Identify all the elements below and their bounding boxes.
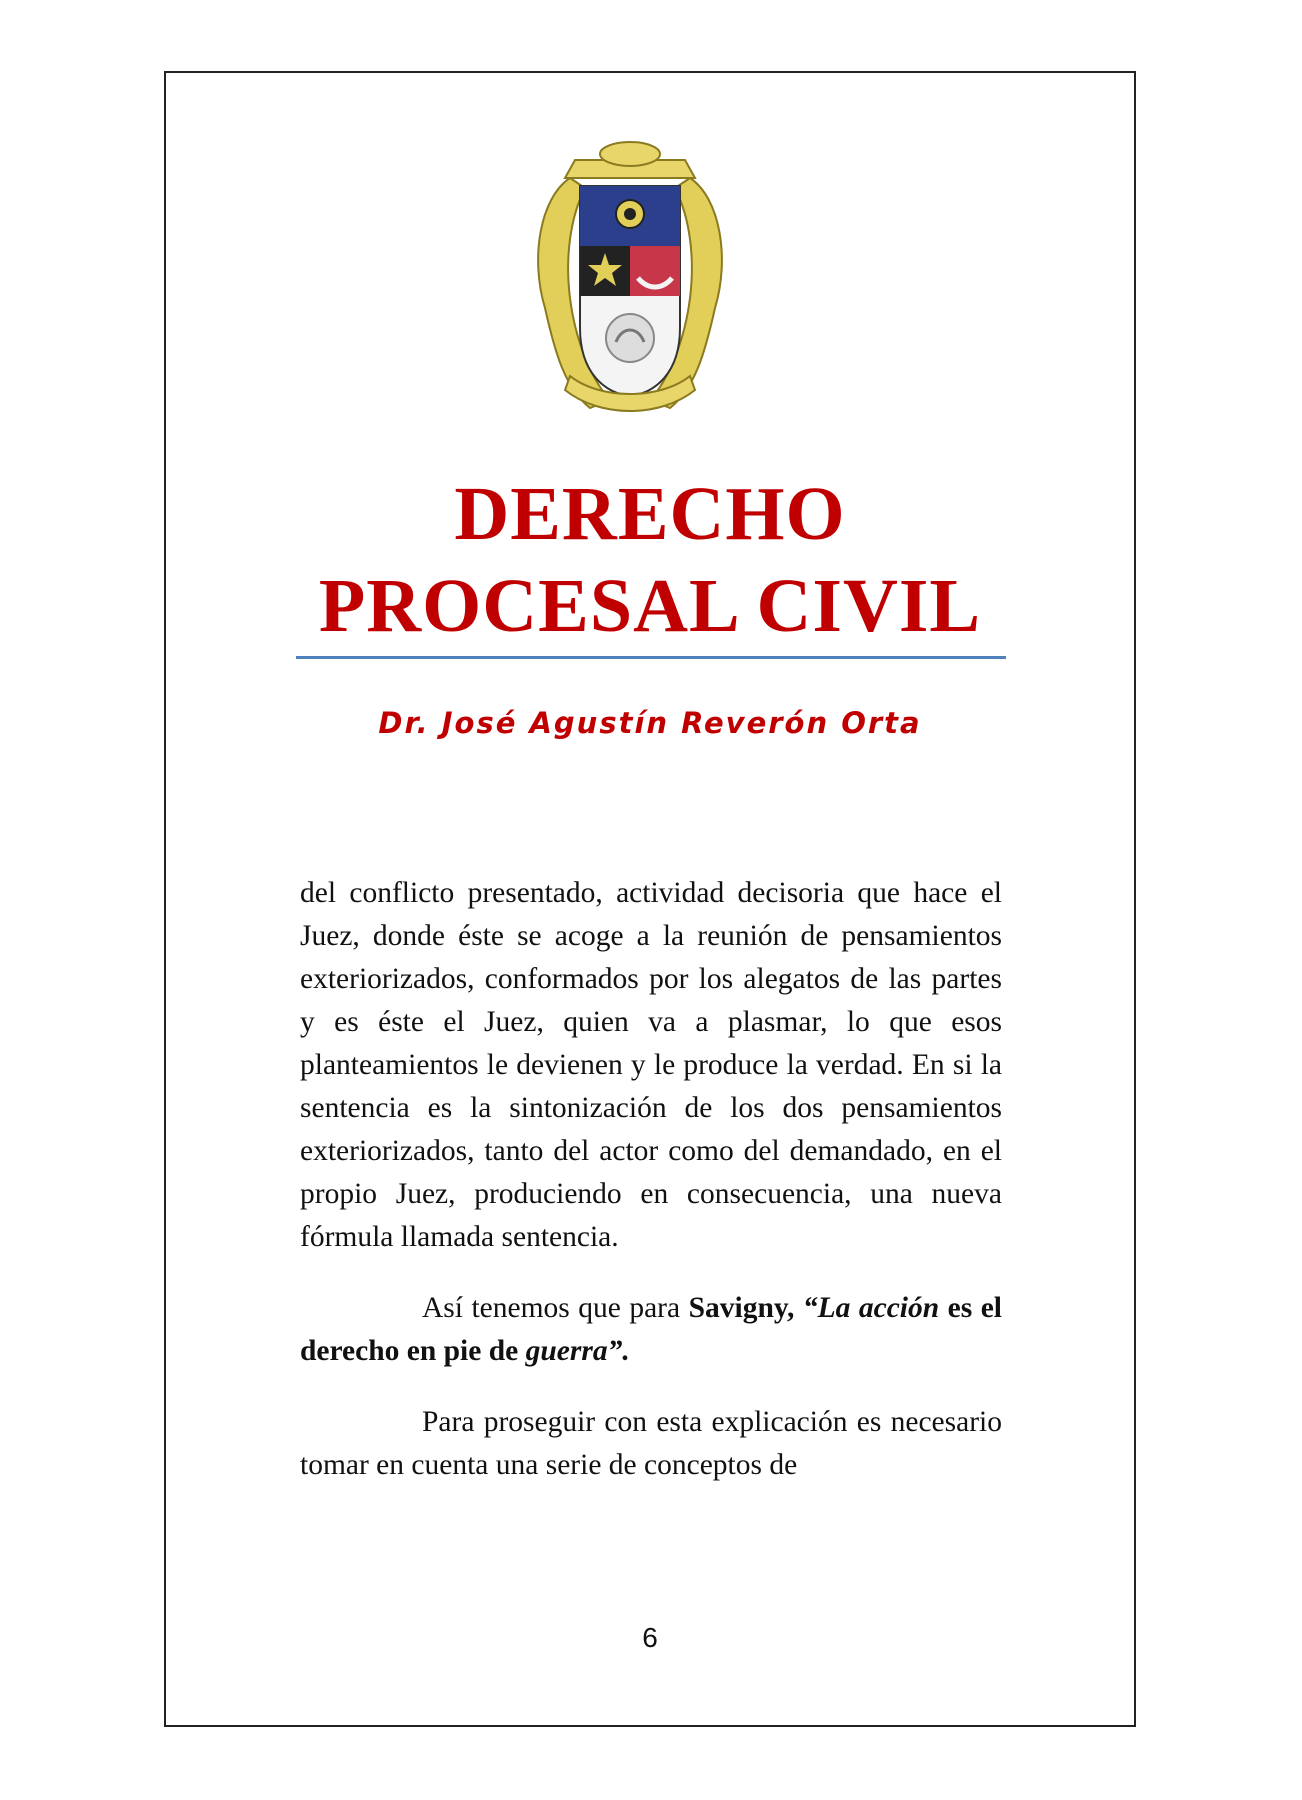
page-number: 6	[642, 1622, 658, 1653]
document-title	[164, 468, 1136, 652]
title-line-1: DERECHO	[454, 472, 846, 556]
paragraph-3: Para proseguir con esta explicación es necesario tomar en cuenta una serie de conceptos de	[300, 1406, 1002, 1481]
paragraph-2	[300, 1287, 1002, 1373]
paragraph-1: del conflicto presentado, actividad decisoria que hace el Juez, donde éste se acoge a la reunión de pensamientos exteriorizados, conformados por los alegatos de las partes y es éste el Juez, quien va a plasmar, lo que esos planteamientos le devienen y le produce la verdad. En si la sentencia es la sintonización de los dos pensamientos exteriorizados, tanto del actor como del demandado, en el propio Juez, produciendo en consecuencia, una nueva fórmula llamada sentencia.	[300, 877, 1002, 1253]
paragraph-2-lead: Así tenemos que para	[422, 1292, 689, 1324]
paragraph-2-quote-end: guerra”.	[525, 1335, 630, 1367]
paragraph-2-bold: es el derecho en pie de	[300, 1292, 1003, 1367]
author-name: Dr. José Agustín Reverón Orta	[378, 706, 922, 740]
body-text	[300, 872, 1002, 1515]
paragraph-2-name: Savigny,	[688, 1292, 795, 1324]
title-line-2: PROCESAL CIVIL	[318, 564, 982, 648]
paragraph-2-quote-open: “La acción	[802, 1292, 940, 1324]
title-divider	[296, 656, 1006, 659]
coat-of-arms-icon	[530, 138, 730, 418]
